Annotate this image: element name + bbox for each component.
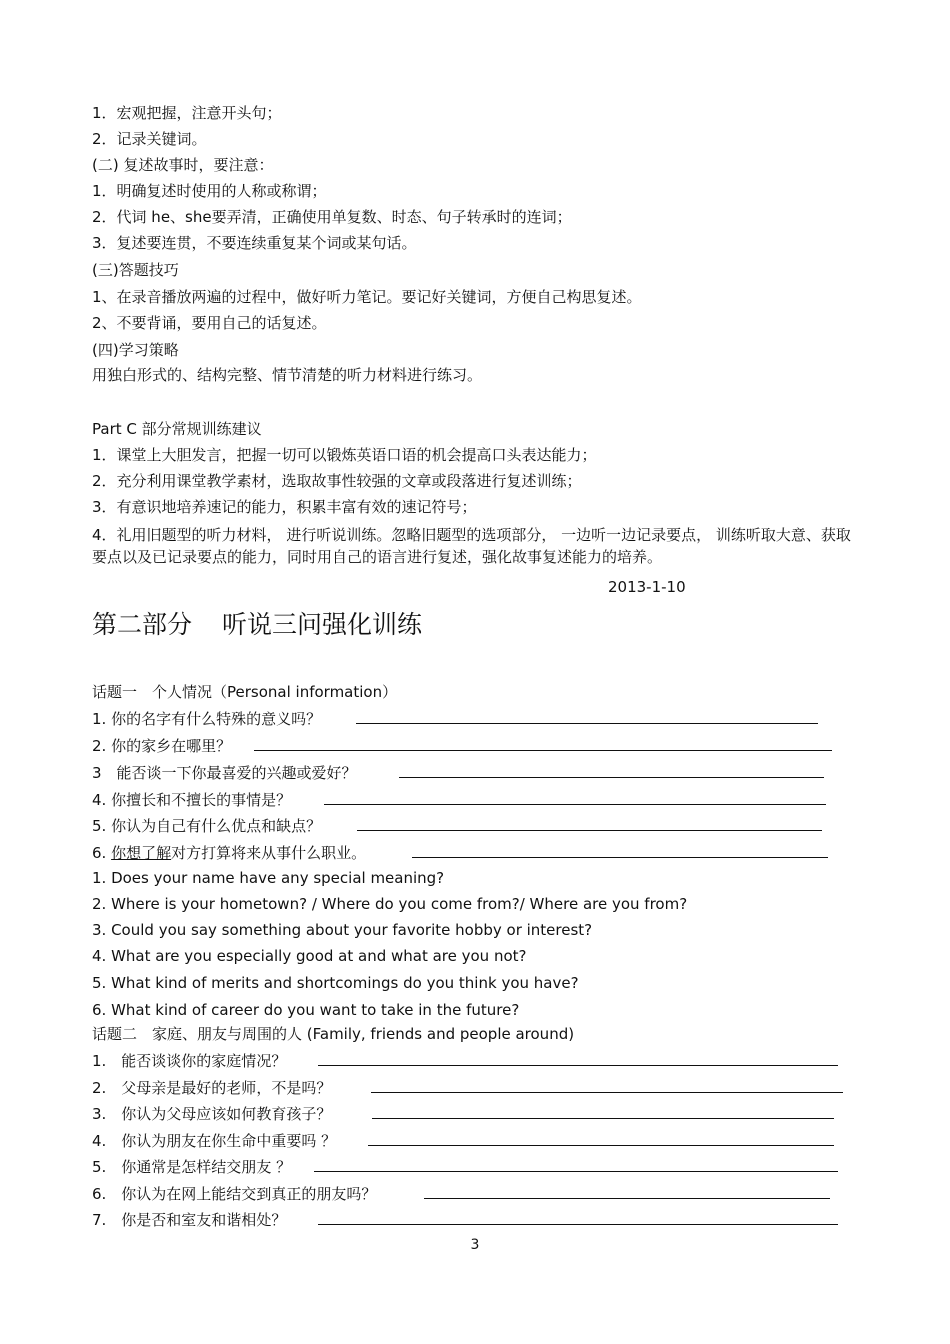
answer-blank[interactable] xyxy=(424,1184,830,1199)
text-line: 1、在录音播放两遍的过程中，做好听力笔记。要记好关键词，方便自己构思复述。 xyxy=(92,288,642,306)
date: 2013-1-10 xyxy=(608,578,686,596)
question-text: 3. 你认为父母应该如何教育孩子？ xyxy=(92,1105,332,1123)
text-line: 2、不要背诵，要用自己的话复述。 xyxy=(92,314,327,332)
answer-blank[interactable] xyxy=(324,790,826,805)
answer-blank[interactable] xyxy=(371,1078,843,1093)
question-line xyxy=(92,1157,291,1177)
subheading: (三)答题技巧 xyxy=(92,261,179,279)
answer-blank[interactable] xyxy=(399,763,824,778)
text-line: 2．代词 he、she要弄清，正确使用单复数、时态、句子转承时的连词； xyxy=(92,208,572,226)
question-text: 6. 你认为在网上能结交到真正的朋友吗？ xyxy=(92,1185,377,1203)
question-text: 对方打算将来从事什么职业。 xyxy=(171,844,367,862)
question-text: 5. 你通常是怎样结交朋友 ？ xyxy=(92,1158,292,1176)
question-line xyxy=(92,1104,331,1124)
text-line: 1．课堂上大胆发言，把握一切可以锻炼英语口语的机会提高口头表达能力； xyxy=(92,446,597,464)
question-en: 5. What kind of merits and shortcomings do you think you have? xyxy=(92,974,579,992)
answer-blank[interactable] xyxy=(254,736,832,751)
text-paragraph: 4．礼用旧题型的听力材料， 进行听说训练。忽略旧题型的选项部分， 一边听一边记录要点， 训练听取大意、获取要点以及已记录要点的能力，同时用自己的语言进行复述，强化故事复述能力的培养。 xyxy=(92,526,851,566)
text-line: 3．复述要连贯，不要连续重复某个词或某句话。 xyxy=(92,234,417,252)
question-line xyxy=(92,1051,286,1071)
question-en: 1. Does your name have any special meaning? xyxy=(92,869,445,887)
answer-blank[interactable] xyxy=(318,1210,838,1225)
answer-blank[interactable] xyxy=(314,1157,838,1172)
section-heading-part: 第二部分 xyxy=(92,610,193,639)
question-line xyxy=(92,816,321,836)
question-en: 6. What kind of career do you want to take in the future? xyxy=(92,1001,520,1019)
question-en: 3. Could you say something about your favorite hobby or interest? xyxy=(92,921,593,939)
question-text: 6. xyxy=(92,844,112,862)
question-line xyxy=(92,1078,331,1098)
question-text: 4. 你擅长和不擅长的事情是？ xyxy=(92,791,292,809)
text-line: 2．记录关键词。 xyxy=(92,130,207,148)
text-line: 1．宏观把握，注意开头句； xyxy=(92,104,282,122)
text-line: 用独白形式的、结构完整、情节清楚的听力材料进行练习。 xyxy=(92,366,483,384)
question-en: 2. Where is your hometown? / Where do you come from?/ Where are you from? xyxy=(92,895,688,913)
question-text: 1. 你的名字有什么特殊的意义吗？ xyxy=(92,710,322,728)
section-heading xyxy=(92,610,422,640)
question-text: 3 能否谈一下你最喜爱的兴趣或爱好？ xyxy=(92,764,357,782)
answer-blank[interactable] xyxy=(357,816,822,831)
answer-blank[interactable] xyxy=(412,843,828,858)
question-line xyxy=(92,790,291,810)
answer-blank[interactable] xyxy=(372,1104,834,1119)
underlined-text: 你想了解 xyxy=(111,844,172,862)
question-line xyxy=(92,709,321,729)
question-line xyxy=(92,763,357,783)
answer-blank[interactable] xyxy=(368,1131,834,1146)
question-line xyxy=(92,843,366,863)
question-line xyxy=(92,1184,376,1204)
text-line: 1．明确复述时使用的人称或称谓； xyxy=(92,182,327,200)
part-c-title: Part C 部分常规训练建议 xyxy=(92,420,262,438)
text-line: 2．充分利用课堂教学素材，选取故事性较强的文章或段落进行复述训练； xyxy=(92,472,582,490)
subheading: (二) 复述故事时，要注意： xyxy=(92,156,274,174)
question-text: 5. 你认为自己有什么优点和缺点？ xyxy=(92,817,322,835)
section-heading-title: 听说三问强化训练 xyxy=(222,610,423,639)
question-text: 2. 你的家乡在哪里？ xyxy=(92,737,232,755)
text-line: 3．有意识地培养速记的能力，积累丰富有效的速记符号； xyxy=(92,498,477,516)
topic-title: 话题二 家庭、朋友与周围的人 (Family, friends and people around) xyxy=(92,1025,575,1043)
answer-blank[interactable] xyxy=(356,709,818,724)
question-line xyxy=(92,1210,286,1230)
question-line xyxy=(92,736,231,756)
answer-blank[interactable] xyxy=(318,1051,838,1066)
question-text: 1. 能否谈谈你的家庭情况？ xyxy=(92,1052,287,1070)
subheading: (四)学习策略 xyxy=(92,341,179,359)
page-number: 3 xyxy=(470,1237,480,1253)
question-line xyxy=(92,1131,336,1151)
topic-title: 话题一 个人情况（Personal information） xyxy=(92,683,398,701)
question-text: 4. 你认为朋友在你生命中重要吗 ？ xyxy=(92,1132,337,1150)
question-en: 4. What are you especially good at and what are you not? xyxy=(92,947,527,965)
question-text: 7. 你是否和室友和谐相处？ xyxy=(92,1211,287,1229)
question-text: 2. 父母亲是最好的老师，不是吗？ xyxy=(92,1079,332,1097)
